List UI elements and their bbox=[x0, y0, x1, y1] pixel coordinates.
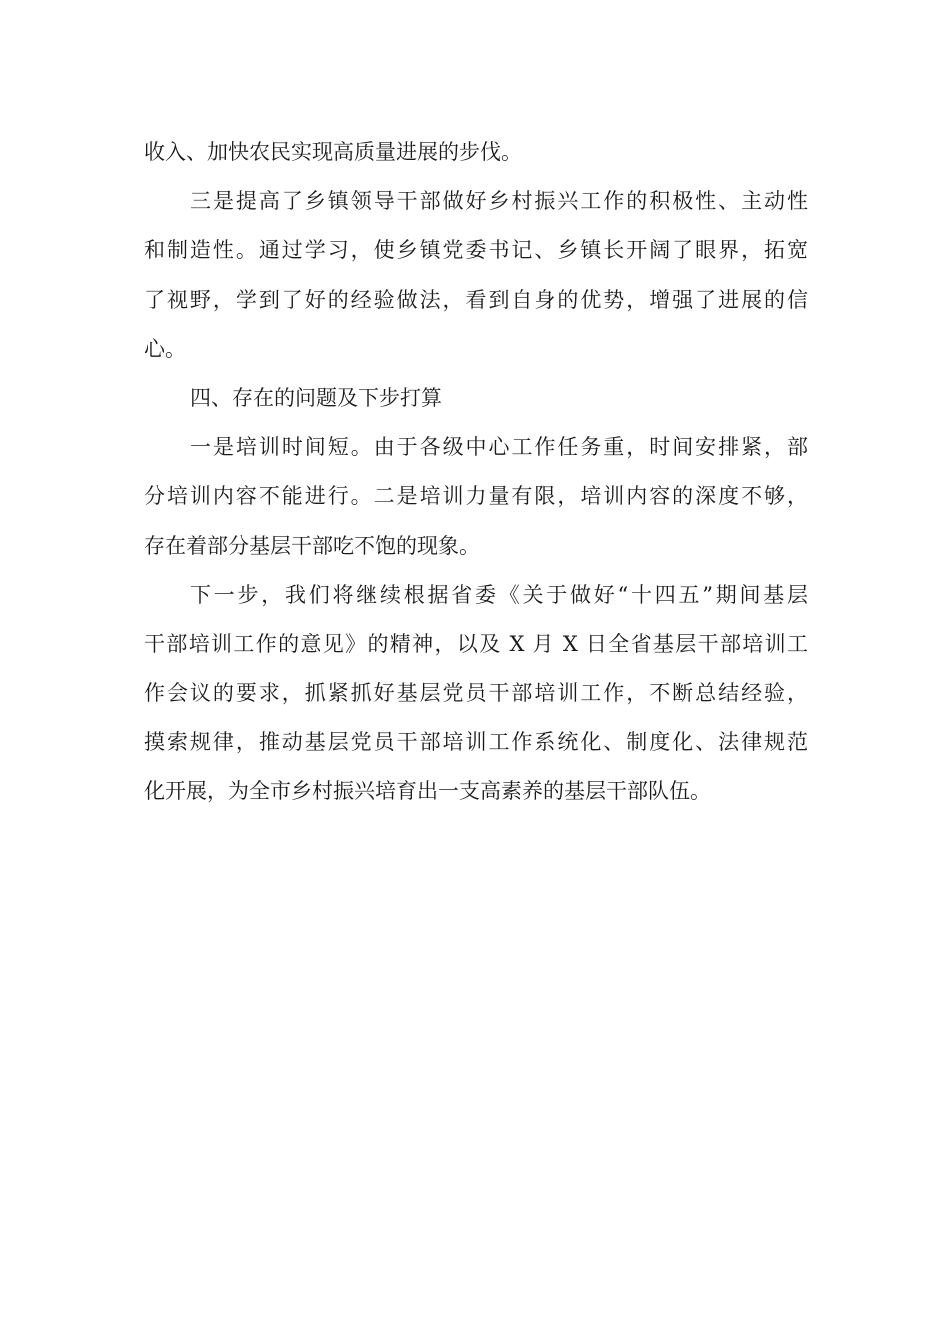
text-line: 化开展，为全市乡村振兴培育出一支高素养的基层干部队伍。 bbox=[144, 779, 711, 804]
text-line: 一是培训时间短。由于各级中心工作任务重，时间安排紧，部 bbox=[190, 435, 808, 460]
section-heading: 四、存在的问题及下步打算 bbox=[190, 385, 442, 410]
text-line: 了视野，学到了好的经验做法，看到自身的优势，增强了进展的信 bbox=[144, 287, 808, 312]
text-line: 干部培训工作的意见》的精神，以及 X 月 X 日全省基层干部培训工 bbox=[144, 631, 808, 656]
text-line: 存在着部分基层干部吃不饱的现象。 bbox=[144, 533, 480, 558]
text-line: 作会议的要求，抓紧抓好基层党员干部培训工作，不断总结经验， bbox=[144, 681, 808, 706]
paragraph-heading-line: 三是提高了乡镇领导干部做好乡村振兴工作的积极性、主动性 bbox=[190, 189, 808, 214]
document-body bbox=[144, 128, 808, 817]
text-line: 摸索规律，推动基层党员干部培训工作系统化、制度化、法律规范 bbox=[144, 730, 808, 755]
text-line: 分培训内容不能进行。二是培训力量有限，培训内容的深度不够， bbox=[144, 484, 808, 509]
text-line: 和制造性。通过学习，使乡镇党委书记、乡镇长开阔了眼界，拓宽 bbox=[144, 238, 808, 263]
text-line: 收入、加快农民实现高质量进展的步伐。 bbox=[144, 140, 522, 164]
text-line: 下一步，我们将继续根据省委《关于做好“十四五”期间基层 bbox=[190, 582, 808, 607]
text-line: 心。 bbox=[144, 336, 186, 361]
